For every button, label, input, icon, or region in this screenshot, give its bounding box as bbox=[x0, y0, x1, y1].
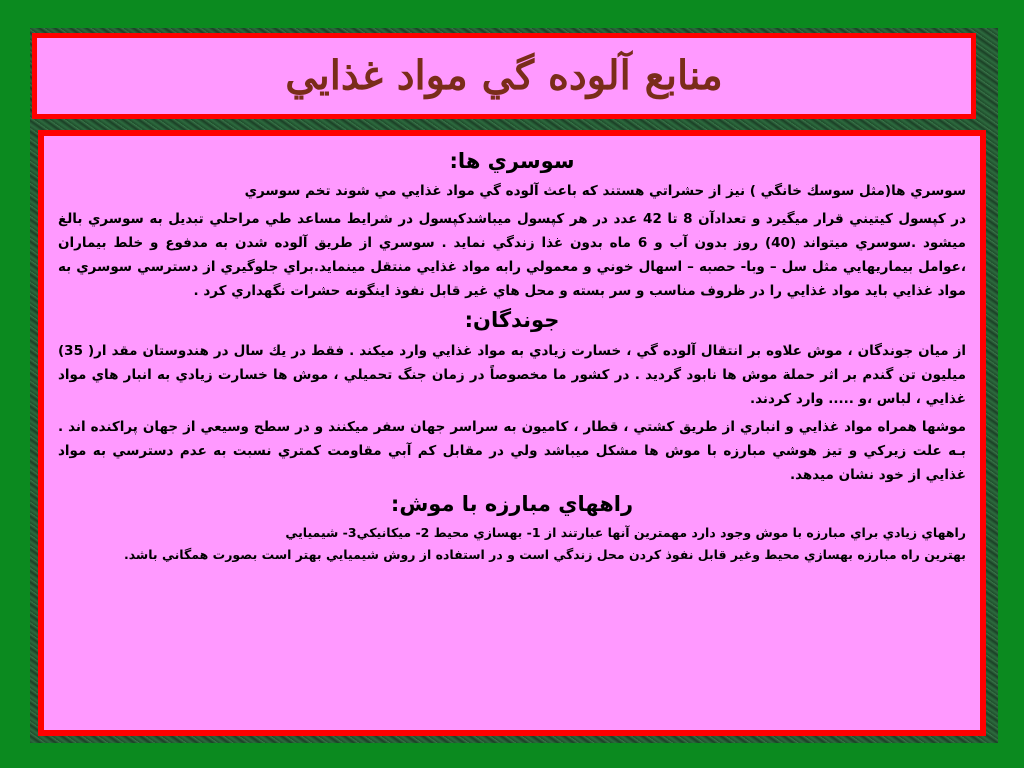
slide-title: منابع آلوده گي مواد غذايي bbox=[285, 52, 723, 99]
paragraph-rat-control-methods: راههاي زيادي براي مبارزه با موش وجود دارد مهمترين آنها عبارتند از 1- بهسازي محيط 2- ميكانيكي3- شيميايي bbox=[285, 524, 966, 540]
section-rodents bbox=[58, 307, 966, 486]
paragraph-rodents-damage: از ميان جوندگان ، موش علاوه بر انتقال آلوده گي ، خسارت زيادي به مواد غذايي وارد ميكند . فقط در يك سال در هندوستان مقد ار( 35) ميليون تن گندم بر اثر حملة موش ها نابود گرديد . در كشور ما مخصوصاً در زمان جنگ تحميلي ، موش ها خسارت زيادي به انبار هاي مواد غذايي ، لباس ،و ..... وارد كردند. bbox=[58, 342, 966, 407]
section-cockroaches bbox=[58, 148, 966, 303]
section-heading-rat-control: راههاي مبارزه با موش: bbox=[390, 491, 634, 516]
paragraph-cockroaches-intro: سوسري ها(مثل سوسك خانگي ) نيز از حشراتي هستند كه باعث آلوده گي مواد غذايي مي شوند تخم سوسري bbox=[244, 183, 966, 200]
section-rat-control bbox=[58, 491, 966, 566]
content-panel bbox=[38, 130, 986, 736]
title-banner bbox=[32, 33, 976, 119]
section-heading-cockroaches: سوسري ها: bbox=[449, 149, 575, 173]
paragraph-rat-control-best: بهترين راه مبارزه بهسازي محيط وغير قابل نفوذ كردن محل زندگي است و در استفاده از روش شيميايي بهتر است بصورت همگاني باشد. bbox=[123, 546, 966, 562]
paragraph-rodents-spread: موشها همراه مواد غذايي و انباري از طريق كشتي ، قطار ، كاميون به سراسر جهان سفر ميكنند و در سطح وسيعي از جهان پراكنده اند . بـه علت زيركي و تيز هوشي مبارزه با موش ها مشكل ميباشد ولي در مقابل كم آبي مقاومت كمتري نسبت به عدم دسترسي به مواد غذايي از خود نشان ميدهد. bbox=[58, 418, 966, 483]
paragraph-cockroaches-details: در كپسول كيتيني قرار ميگيرد و تعدادآن 8 تا 42 عدد در هر كپسول ميباشدكپسول در شرايط مساعد طي مراحلي تبديل به سوسري بالغ ميشود .سوسري ميتواند (40) روز بدون آب و 6 ماه بدون غذا زندگي نمايد . سوسري از طريق آلوده شدن به مدفوع و خلط بيماران ،عوامل بيماريهايي مثل سل – وبا- حصبه – اسهال خوني و معمولي رابه مواد غذايي منتقل مينمايد.براي جلوگيري از دسترسي سوسري به مواد غذايي بايد مواد غذايي را در ظروف مناسب و سر بسته و محل هاي غير قابل نفوذ اينگونه حشرات نگهداري كرد . bbox=[58, 211, 966, 300]
section-heading-rodents: جوندگان: bbox=[464, 308, 560, 333]
